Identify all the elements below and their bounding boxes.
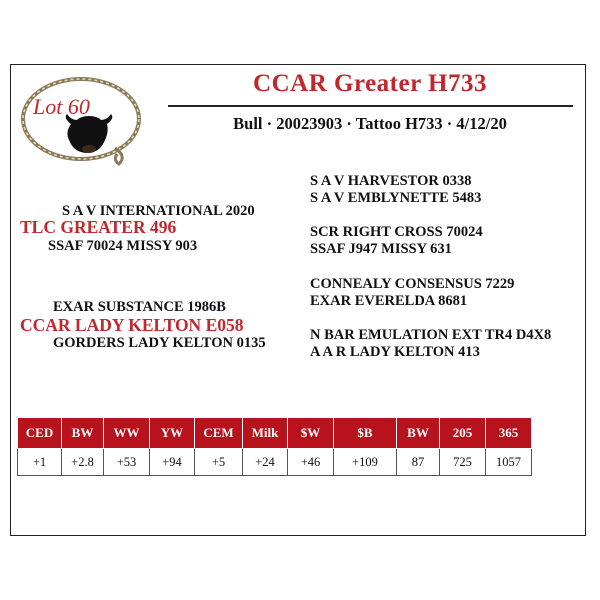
dam-dam-sire: N BAR EMULATION EXT TR4 D4X8 bbox=[310, 327, 552, 343]
epd-value: +94 bbox=[150, 449, 195, 476]
epd-value: +53 bbox=[104, 449, 150, 476]
sire: TLC GREATER 496 bbox=[20, 217, 177, 237]
epd-value: +5 bbox=[195, 449, 243, 476]
dam-sire-sire: CONNEALY CONSENSUS 7229 bbox=[310, 276, 515, 292]
epd-value: 725 bbox=[440, 449, 486, 476]
epd-header: BW bbox=[62, 418, 104, 449]
page-title: CCAR Greater H733 bbox=[253, 70, 487, 97]
title-divider bbox=[168, 105, 573, 107]
epd-value: +109 bbox=[334, 449, 397, 476]
sire-dam: SSAF 70024 MISSY 903 bbox=[48, 238, 198, 254]
lot-label: Lot 60 bbox=[33, 94, 90, 119]
dam-sire-dam: EXAR EVERELDA 8681 bbox=[310, 293, 468, 309]
epd-table bbox=[17, 417, 532, 476]
animal-details: Bull · 20023903 · Tattoo H733 · 4/12/20 bbox=[233, 114, 507, 133]
epd-header: CEM bbox=[195, 418, 243, 449]
sire-sire: S A V INTERNATIONAL 2020 bbox=[62, 203, 255, 219]
epd-header: $W bbox=[288, 418, 334, 449]
epd-header: CED bbox=[18, 418, 62, 449]
epd-value: +24 bbox=[243, 449, 288, 476]
sire-dam-sire: SCR RIGHT CROSS 70024 bbox=[310, 224, 483, 240]
dam: CCAR LADY KELTON E058 bbox=[20, 315, 244, 335]
epd-header: 365 bbox=[486, 418, 532, 449]
epd-header: Milk bbox=[243, 418, 288, 449]
dam-dam-dam: A A R LADY KELTON 413 bbox=[310, 344, 480, 360]
sire-sire-dam: S A V EMBLYNETTE 5483 bbox=[310, 190, 482, 206]
epd-header: BW bbox=[397, 418, 440, 449]
epd-value: +1 bbox=[18, 449, 62, 476]
epd-header: $B bbox=[334, 418, 397, 449]
epd-value-row bbox=[18, 449, 532, 476]
epd-value: +2.8 bbox=[62, 449, 104, 476]
epd-header: 205 bbox=[440, 418, 486, 449]
sire-dam-dam: SSAF J947 MISSY 631 bbox=[310, 241, 452, 257]
dam-dam: GORDERS LADY KELTON 0135 bbox=[53, 335, 266, 351]
epd-header-row bbox=[18, 418, 532, 449]
lot-logo-rope-bull-icon bbox=[19, 74, 145, 166]
epd-value: +46 bbox=[288, 449, 334, 476]
epd-header: YW bbox=[150, 418, 195, 449]
sire-sire-sire: S A V HARVESTOR 0338 bbox=[310, 173, 472, 189]
epd-value: 1057 bbox=[486, 449, 532, 476]
epd-header: WW bbox=[104, 418, 150, 449]
epd-value: 87 bbox=[397, 449, 440, 476]
dam-sire: EXAR SUBSTANCE 1986B bbox=[53, 299, 226, 315]
